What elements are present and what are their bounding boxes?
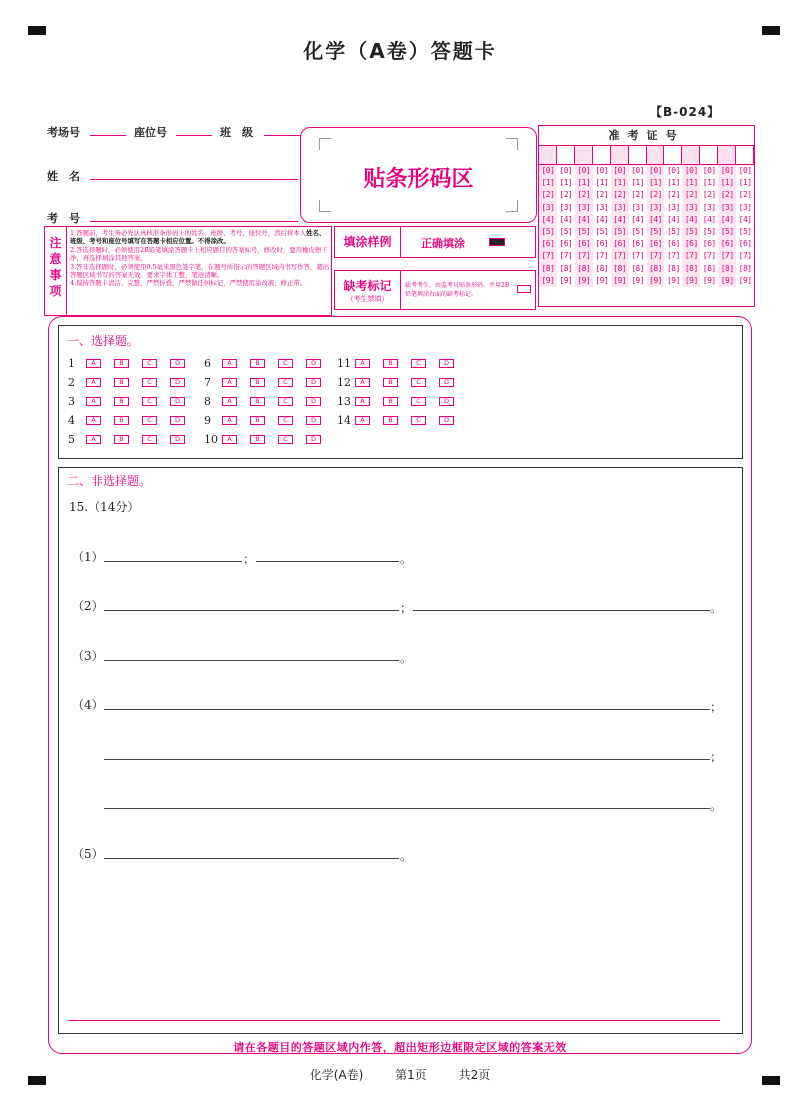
digit-column: [629, 165, 647, 287]
footer-total: 共2页: [458, 1068, 491, 1082]
choice-question: [204, 414, 334, 427]
digit-bubble[interactable]: [3]: [595, 202, 609, 212]
digit-column: [611, 165, 629, 287]
option-bubble[interactable]: C: [142, 397, 157, 406]
digit-bubble[interactable]: [0]: [595, 166, 609, 175]
choice-question: [337, 395, 467, 408]
exam-room-field[interactable]: [90, 124, 126, 136]
question-number: 10: [204, 433, 218, 446]
option-bubble[interactable]: B: [250, 378, 265, 387]
question-number: 9: [204, 414, 211, 427]
option-bubble[interactable]: A: [355, 416, 370, 425]
digit-bubble[interactable]: [9]: [649, 275, 662, 285]
digit-bubble[interactable]: [4]: [631, 214, 645, 224]
option-bubble[interactable]: A: [222, 397, 237, 406]
digit-bubble[interactable]: [2]: [738, 190, 752, 200]
question-number: 14: [337, 414, 351, 427]
option-bubble[interactable]: C: [278, 378, 293, 387]
digit-bubble[interactable]: [4]: [702, 214, 716, 224]
absent-text: 缺考考生，由监考员贴条形码，并用2B铅笔填涂右面的缺考标记。: [405, 282, 510, 298]
question-number: 1: [68, 357, 75, 370]
option-bubble[interactable]: C: [411, 397, 426, 406]
option-bubble[interactable]: C: [142, 378, 157, 387]
digit-bubble[interactable]: [7]: [702, 251, 716, 261]
barcode-corner: [319, 200, 331, 212]
option-bubble[interactable]: B: [250, 359, 265, 368]
digit-bubble[interactable]: [1]: [684, 178, 698, 188]
choice-question: [204, 433, 334, 446]
digit-bubble[interactable]: [8]: [541, 263, 555, 273]
digit-bubble[interactable]: [4]: [613, 214, 627, 224]
digit-bubble[interactable]: [1]: [649, 178, 662, 188]
question-number: 5: [68, 433, 75, 446]
digit-bubble[interactable]: [5]: [720, 226, 734, 236]
digit-bubble[interactable]: [1]: [631, 178, 645, 188]
digit-bubble[interactable]: [6]: [631, 239, 645, 249]
name-label: 姓 名: [47, 170, 80, 183]
digit-bubble[interactable]: [1]: [738, 178, 752, 188]
notes-box: [44, 226, 332, 316]
digit-bubble[interactable]: [5]: [559, 226, 573, 236]
digit-bubble[interactable]: [2]: [559, 190, 573, 200]
digit-bubble[interactable]: [0]: [631, 166, 645, 175]
digit-bubble[interactable]: [1]: [702, 178, 716, 188]
answer-line-3[interactable]: [104, 660, 399, 661]
option-bubble[interactable]: B: [383, 416, 398, 425]
option-bubble[interactable]: A: [86, 378, 101, 387]
notes-body: [70, 229, 330, 288]
option-bubble[interactable]: B: [114, 378, 129, 387]
digit-bubble[interactable]: [6]: [541, 239, 555, 249]
digit-bubble[interactable]: [0]: [649, 166, 662, 175]
part-5-label: （5）: [72, 847, 104, 861]
digit-bubble[interactable]: [7]: [541, 251, 555, 261]
digit-bubble[interactable]: [8]: [559, 263, 573, 273]
admission-number-grid[interactable]: [538, 125, 755, 307]
admission-write-row[interactable]: [539, 146, 754, 165]
option-bubble[interactable]: D: [306, 378, 321, 387]
digit-bubble[interactable]: [9]: [577, 275, 591, 285]
digit-bubble[interactable]: [0]: [720, 166, 734, 175]
answer-line-1a[interactable]: [104, 561, 242, 562]
digit-bubble[interactable]: [6]: [577, 239, 591, 249]
part-1-label: （1）: [72, 550, 104, 564]
digit-column: [718, 165, 736, 287]
option-bubble[interactable]: B: [383, 378, 398, 387]
digit-bubble[interactable]: [1]: [720, 178, 734, 188]
part-2-label: （2）: [72, 599, 104, 613]
answer-line-4b[interactable]: [104, 759, 710, 760]
page-footer: [0, 1066, 800, 1083]
choice-question: [204, 357, 334, 370]
digit-bubble[interactable]: [2]: [684, 190, 698, 200]
digit-bubble[interactable]: [4]: [649, 214, 662, 224]
option-bubble[interactable]: D: [306, 397, 321, 406]
digit-bubble[interactable]: [2]: [631, 190, 645, 200]
question-number: 11: [337, 357, 351, 370]
section-divider: [68, 1020, 720, 1021]
digit-bubble[interactable]: [6]: [613, 239, 627, 249]
digit-bubble[interactable]: [6]: [649, 239, 662, 249]
digit-bubble[interactable]: [8]: [684, 263, 698, 273]
digit-bubble[interactable]: [0]: [666, 166, 680, 175]
digit-bubble[interactable]: [7]: [595, 251, 609, 261]
digit-bubble[interactable]: [1]: [613, 178, 627, 188]
digit-bubble[interactable]: [1]: [666, 178, 680, 188]
paper-code: 【B-024】: [650, 105, 721, 119]
digit-bubble[interactable]: [6]: [720, 239, 734, 249]
digit-column: [700, 165, 718, 287]
digit-bubble[interactable]: [7]: [631, 251, 645, 261]
digit-bubble[interactable]: [0]: [684, 166, 698, 175]
digit-bubble[interactable]: [2]: [595, 190, 609, 200]
digit-bubble[interactable]: [8]: [577, 263, 591, 273]
digit-bubble[interactable]: [7]: [666, 251, 680, 261]
footer-warning: 请在各题目的答题区域内作答，超出矩形边框限定区域的答案无效: [233, 1041, 567, 1054]
question-number: 6: [204, 357, 211, 370]
option-bubble[interactable]: D: [170, 416, 185, 425]
digit-bubble[interactable]: [0]: [702, 166, 716, 175]
choice-question: [204, 395, 334, 408]
digit-bubble[interactable]: [4]: [577, 214, 591, 224]
page-title: 化学（A卷）答题卡: [303, 39, 497, 63]
digit-bubble[interactable]: [0]: [559, 166, 573, 175]
choice-question: [68, 433, 198, 446]
digit-bubble[interactable]: [7]: [738, 251, 752, 261]
digit-bubble[interactable]: [2]: [720, 190, 734, 200]
corner-marker: [762, 26, 780, 35]
barcode-corner: [319, 138, 331, 150]
digit-bubble[interactable]: [5]: [631, 226, 645, 236]
option-bubble[interactable]: D: [306, 416, 321, 425]
sample-label: 填涂样例: [335, 227, 401, 257]
digit-bubble[interactable]: [2]: [613, 190, 627, 200]
digit-bubble[interactable]: [9]: [702, 275, 716, 285]
exam-room-label: 考场号: [47, 126, 80, 139]
choice-question: [68, 357, 198, 370]
digit-bubbles[interactable]: [539, 165, 754, 287]
digit-bubble[interactable]: [2]: [666, 190, 680, 200]
digit-bubble[interactable]: [9]: [613, 275, 627, 285]
digit-bubble[interactable]: [5]: [702, 226, 716, 236]
question-number: 7: [204, 376, 211, 389]
option-bubble[interactable]: C: [411, 416, 426, 425]
digit-bubble[interactable]: [8]: [666, 263, 680, 273]
class-label: 班 级: [220, 126, 253, 139]
digit-bubble[interactable]: [9]: [631, 275, 645, 285]
option-bubble[interactable]: B: [114, 359, 129, 368]
option-bubble[interactable]: B: [114, 435, 129, 444]
semicolon: ；: [243, 552, 256, 566]
option-bubble[interactable]: C: [278, 416, 293, 425]
digit-bubble[interactable]: [3]: [541, 202, 555, 212]
digit-bubble[interactable]: [3]: [649, 202, 662, 212]
semicolon: ；: [400, 601, 413, 615]
digit-bubble[interactable]: [3]: [666, 202, 680, 212]
note-2: 2.答选择题时，必须使用2B铅笔填涂答题卡上相应题目的答案标号，修改时，要用橡皮擦干净，再选择填涂其他答案。: [70, 245, 328, 263]
digit-bubble[interactable]: [2]: [702, 190, 716, 200]
barcode-label: 贴条形码区: [363, 166, 474, 192]
digit-bubble[interactable]: [4]: [720, 214, 734, 224]
digit-bubble[interactable]: [4]: [559, 214, 573, 224]
notes-label: 注 意 事 项: [45, 227, 67, 315]
question-number: 12: [337, 376, 351, 389]
digit-column: [539, 165, 557, 287]
answer-line-4c[interactable]: [104, 808, 710, 809]
part-4-label: （4）: [72, 698, 104, 712]
option-bubble[interactable]: C: [142, 359, 157, 368]
digit-bubble[interactable]: [5]: [541, 226, 555, 236]
digit-bubble[interactable]: [6]: [684, 239, 698, 249]
digit-bubble[interactable]: [3]: [702, 202, 716, 212]
option-bubble[interactable]: A: [222, 435, 237, 444]
digit-bubble[interactable]: [7]: [559, 251, 573, 261]
digit-bubble[interactable]: [4]: [541, 214, 555, 224]
absent-box: [334, 270, 536, 310]
sample-box: [334, 226, 536, 258]
digit-bubble[interactable]: [3]: [631, 202, 645, 212]
option-bubble[interactable]: C: [278, 397, 293, 406]
digit-column: [647, 165, 665, 287]
question-number: 3: [68, 395, 75, 408]
option-bubble[interactable]: C: [142, 435, 157, 444]
option-bubble[interactable]: A: [222, 359, 237, 368]
number-label: 考 号: [47, 212, 80, 225]
digit-bubble[interactable]: [8]: [649, 263, 662, 273]
question-number: 8: [204, 395, 211, 408]
question-number: 4: [68, 414, 75, 427]
option-bubble[interactable]: D: [439, 359, 454, 368]
option-bubble[interactable]: D: [306, 359, 321, 368]
digit-bubble[interactable]: [8]: [738, 263, 752, 273]
option-bubble[interactable]: B: [114, 397, 129, 406]
class-field[interactable]: [264, 124, 300, 136]
option-bubble[interactable]: C: [278, 359, 293, 368]
answer-line-2b[interactable]: [413, 610, 710, 611]
seat-field[interactable]: [176, 124, 212, 136]
digit-bubble[interactable]: [1]: [559, 178, 573, 188]
option-bubble[interactable]: D: [170, 359, 185, 368]
answer-line-1b[interactable]: [256, 561, 399, 562]
option-bubble[interactable]: C: [411, 359, 426, 368]
digit-bubble[interactable]: [0]: [541, 166, 555, 175]
note-1a: 1.答题前，考生务必先认真核准条形码上的姓名、班级、考号、座位号，然后将本人: [70, 229, 307, 237]
option-bubble[interactable]: A: [355, 359, 370, 368]
period: 。: [400, 651, 413, 665]
digit-column: [557, 165, 575, 287]
question-number: 2: [68, 376, 75, 389]
digit-bubble[interactable]: [8]: [720, 263, 734, 273]
period: 。: [710, 601, 723, 615]
digit-bubble[interactable]: [6]: [559, 239, 573, 249]
part-3-label: （3）: [72, 649, 104, 663]
digit-bubble[interactable]: [6]: [595, 239, 609, 249]
digit-bubble[interactable]: [3]: [720, 202, 734, 212]
option-bubble[interactable]: B: [250, 416, 265, 425]
semicolon: ；: [710, 750, 723, 764]
option-bubble[interactable]: B: [250, 397, 265, 406]
digit-bubble[interactable]: [4]: [738, 214, 752, 224]
digit-bubble[interactable]: [9]: [559, 275, 573, 285]
choice-question: [68, 395, 198, 408]
filled-bubble-sample: [489, 238, 505, 246]
digit-bubble[interactable]: [1]: [541, 178, 555, 188]
digit-bubble[interactable]: [5]: [613, 226, 627, 236]
digit-bubble[interactable]: [8]: [631, 263, 645, 273]
barcode-area: [300, 127, 537, 223]
absent-mark-bubble[interactable]: [517, 285, 531, 293]
digit-column: [682, 165, 700, 287]
footer-page: 第1页: [395, 1068, 427, 1082]
absent-sub: （考生禁填）: [346, 295, 389, 303]
digit-bubble[interactable]: [7]: [649, 251, 662, 261]
fill-section-title: 二、非选择题。: [67, 474, 152, 488]
period: 。: [400, 849, 413, 863]
digit-column: [664, 165, 682, 287]
correct-fill-label: 正确填涂: [421, 237, 465, 250]
digit-bubble[interactable]: [5]: [738, 226, 752, 236]
digit-bubble[interactable]: [5]: [666, 226, 680, 236]
footer-subject: 化学(A卷): [309, 1068, 364, 1082]
digit-bubble[interactable]: [5]: [595, 226, 609, 236]
choice-question: [337, 376, 467, 389]
digit-bubble[interactable]: [2]: [649, 190, 662, 200]
absent-label: 缺考标记: [343, 279, 392, 293]
option-bubble[interactable]: A: [355, 378, 370, 387]
digit-column: [575, 165, 593, 287]
option-bubble[interactable]: B: [383, 359, 398, 368]
digit-bubble[interactable]: [4]: [684, 214, 698, 224]
digit-bubble[interactable]: [2]: [541, 190, 555, 200]
note-3: 3.答非选择题时，必须使用0.5毫米黑色签字笔，在题号所指示的答题区域内书写作答，超出答题区域书写的答案无效。要求字体工整，笔迹清晰。: [70, 262, 330, 280]
digit-bubble[interactable]: [0]: [613, 166, 627, 175]
option-bubble[interactable]: A: [222, 416, 237, 425]
option-bubble[interactable]: A: [86, 359, 101, 368]
digit-bubble[interactable]: [8]: [702, 263, 716, 273]
option-bubble[interactable]: B: [383, 397, 398, 406]
option-bubble[interactable]: A: [86, 435, 101, 444]
digit-bubble[interactable]: [0]: [577, 166, 591, 175]
option-bubble[interactable]: D: [170, 397, 185, 406]
digit-bubble[interactable]: [9]: [720, 275, 734, 285]
option-bubble[interactable]: C: [411, 378, 426, 387]
digit-bubble[interactable]: [9]: [595, 275, 609, 285]
digit-bubble[interactable]: [5]: [649, 226, 662, 236]
question-15-title: 15.（14分）: [69, 500, 140, 514]
digit-bubble[interactable]: [6]: [738, 239, 752, 249]
digit-bubble[interactable]: [3]: [577, 202, 591, 212]
digit-bubble[interactable]: [9]: [684, 275, 698, 285]
digit-bubble[interactable]: [5]: [684, 226, 698, 236]
option-bubble[interactable]: D: [439, 378, 454, 387]
choice-question: [68, 376, 198, 389]
digit-bubble[interactable]: [6]: [666, 239, 680, 249]
digit-bubble[interactable]: [5]: [577, 226, 591, 236]
barcode-corner: [506, 200, 518, 212]
choice-question: [68, 414, 198, 427]
digit-column: [593, 165, 611, 287]
digit-bubble[interactable]: [0]: [738, 166, 752, 175]
digit-bubble[interactable]: [3]: [613, 202, 627, 212]
option-bubble[interactable]: C: [278, 435, 293, 444]
semicolon: ；: [710, 700, 723, 714]
period: 。: [710, 799, 723, 813]
digit-bubble[interactable]: [7]: [577, 251, 591, 261]
option-bubble[interactable]: A: [86, 416, 101, 425]
barcode-corner: [506, 138, 518, 150]
digit-column: [736, 165, 754, 287]
admission-title: 准考证号: [539, 126, 754, 146]
absent-label-cell: [335, 271, 401, 309]
name-field[interactable]: [90, 168, 298, 180]
choice-section-title: 一、选择题。: [67, 334, 140, 348]
option-bubble[interactable]: A: [222, 378, 237, 387]
option-bubble[interactable]: D: [170, 378, 185, 387]
digit-bubble[interactable]: [2]: [577, 190, 591, 200]
option-bubble[interactable]: D: [439, 397, 454, 406]
question-number: 13: [337, 395, 351, 408]
digit-bubble[interactable]: [1]: [577, 178, 591, 188]
answer-line-4a[interactable]: [104, 709, 710, 710]
digit-bubble[interactable]: [3]: [559, 202, 573, 212]
option-bubble[interactable]: D: [439, 416, 454, 425]
digit-bubble[interactable]: [7]: [613, 251, 627, 261]
option-bubble[interactable]: D: [170, 435, 185, 444]
choice-question: [337, 357, 467, 370]
digit-bubble[interactable]: [3]: [738, 202, 752, 212]
period: 。: [400, 552, 413, 566]
seat-label: 座位号: [134, 126, 167, 139]
digit-bubble[interactable]: [4]: [595, 214, 609, 224]
digit-bubble[interactable]: [9]: [541, 275, 555, 285]
digit-bubble[interactable]: [7]: [684, 251, 698, 261]
choice-question: [337, 414, 467, 427]
digit-bubble[interactable]: [6]: [702, 239, 716, 249]
choice-question: [204, 376, 334, 389]
digit-bubble[interactable]: [8]: [595, 263, 609, 273]
corner-marker: [28, 26, 46, 35]
digit-bubble[interactable]: [1]: [595, 178, 609, 188]
note-1b: 姓名、班级、考号和座位号填写在答题卡相应位置。不得涂改。: [70, 229, 326, 246]
number-field[interactable]: [90, 210, 298, 222]
digit-bubble[interactable]: [8]: [613, 263, 627, 273]
note-4: 4.保持答题卡清洁、完整，严禁折叠，严禁做任何标记，严禁使用涂改液、修正带。: [70, 279, 307, 288]
option-bubble[interactable]: B: [250, 435, 265, 444]
option-bubble[interactable]: D: [306, 435, 321, 444]
digit-bubble[interactable]: [9]: [666, 275, 680, 285]
option-bubble[interactable]: B: [114, 416, 129, 425]
digit-bubble[interactable]: [3]: [684, 202, 698, 212]
answer-line-5[interactable]: [104, 858, 399, 859]
option-bubble[interactable]: C: [142, 416, 157, 425]
digit-bubble[interactable]: [9]: [738, 275, 752, 285]
digit-bubble[interactable]: [4]: [666, 214, 680, 224]
digit-bubble[interactable]: [7]: [720, 251, 734, 261]
answer-line-2a[interactable]: [104, 610, 399, 611]
option-bubble[interactable]: A: [86, 397, 101, 406]
option-bubble[interactable]: A: [355, 397, 370, 406]
